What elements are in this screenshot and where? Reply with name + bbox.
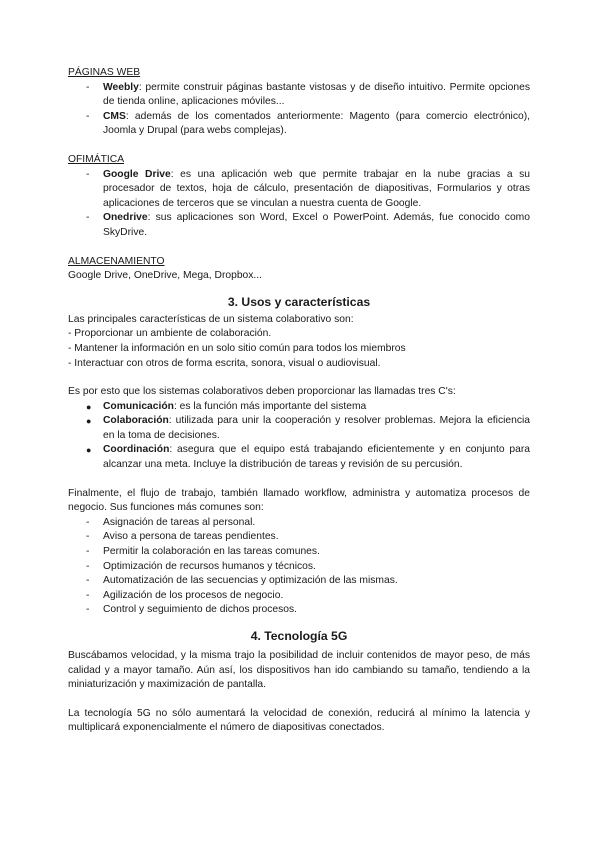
section-4-title: 4. Tecnología 5G <box>250 629 348 643</box>
ofimatica-list <box>68 168 530 241</box>
list-item <box>68 589 530 604</box>
section-4-paragraph-1: Buscábamos velocidad, y la misma trajo la posibilidad de incluir contenidos de mayor peso, de más calidad y a mayor tamaño. Aún así, los dispositivos han ido cambiando su tamaño, tendiendo a la miniaturización y maximización de pantalla. <box>68 650 530 691</box>
term-description: : asegura que el equipo está trabajando eficientemente y en conjunto para alcanzar una meta. Incluye la distribución de tareas y revisión de su percusión. <box>103 444 530 471</box>
list-item <box>68 110 530 139</box>
paginas-web-heading: PÁGINAS WEB <box>68 67 141 78</box>
paginas-web-list <box>68 81 530 139</box>
bullet-marker: ● <box>86 445 92 456</box>
dash-marker: - <box>86 516 90 528</box>
workflow-list <box>68 516 530 618</box>
dash-marker: - <box>86 531 90 543</box>
feature-line: - Proporcionar un ambiente de colaboración. <box>68 328 272 340</box>
feature-line: - Interactuar con otros de forma escrita, sonora, visual o audiovisual. <box>68 357 381 369</box>
three-cs-intro: Es por esto que los sistemas colaborativos deben proporcionar las llamadas tres C's: <box>68 386 456 398</box>
dash-marker: - <box>86 546 90 558</box>
dash-marker: - <box>86 168 90 180</box>
term-comunicacion: Comunicación <box>103 400 174 412</box>
workflow-item-text: Aviso a persona de tareas pendientes. <box>103 531 279 543</box>
workflow-item-text: Asignación de tareas al personal. <box>103 516 256 528</box>
term-coordinacion: Coordinación <box>103 444 170 456</box>
feature-line: - Mantener la información en un solo sitio común para todos los miembros <box>68 342 406 354</box>
term-cms: CMS <box>103 110 126 122</box>
list-item <box>68 81 530 110</box>
list-item <box>68 574 530 589</box>
list-item <box>68 603 530 618</box>
list-item <box>68 168 530 212</box>
term-description: : es una aplicación web que permite trabajar en la nube gracias a su procesador de textos, hoja de cálculo, presentación de diapositivas, Formularios y otras aplicaciones de terceros que se vinculan a nuestra cuenta de Google. <box>103 168 530 209</box>
term-description: : es la función más importante del sistema <box>173 400 367 412</box>
document-content <box>68 66 530 736</box>
section-3-intro: Las principales características de un sistema colaborativo son: <box>68 313 354 325</box>
section-4-paragraph-2: La tecnología 5G no sólo aumentará la velocidad de conexión, reducirá al mínimo la latencia y multiplicará exponencialmente el número de diapositivas conectados. <box>68 707 530 734</box>
term-google-drive: Google Drive <box>103 168 171 180</box>
dash-marker: - <box>86 212 90 224</box>
term-description: : además de los comentados anteriormente: Magento (para comercio electrónico), Joomla y Drupal (para webs complejas). <box>103 110 530 137</box>
workflow-item-text: Permitir la colaboración en las tareas comunes. <box>103 546 320 558</box>
list-item <box>68 516 530 531</box>
dash-marker: - <box>86 604 90 616</box>
list-item <box>68 560 530 575</box>
list-item <box>68 400 530 415</box>
term-description: : sus aplicaciones son Word, Excel o PowerPoint. Además, fue conocido como SkyDrive. <box>103 212 530 238</box>
dash-marker: - <box>86 110 90 122</box>
bullet-marker: ● <box>86 416 92 427</box>
workflow-item-text: Automatización de las secuencias y optimización de las mismas. <box>103 575 398 587</box>
almacenamiento-heading: ALMACENAMIENTO <box>68 255 165 267</box>
dash-marker: - <box>86 560 90 572</box>
term-description: : utilizada para unir la cooperación y resolver problemas. Mejora la eficiencia en la toma de decisiones. <box>103 415 530 441</box>
workflow-item-text: Agilización de los procesos de negocio. <box>103 589 284 601</box>
list-item <box>68 530 530 545</box>
dash-marker: - <box>86 81 90 93</box>
workflow-intro: Finalmente, el flujo de trabajo, también llamado workflow, administra y automatiza procesos de negocio. Sus funciones más comunes son: <box>68 487 530 514</box>
list-item <box>68 414 530 443</box>
workflow-item-text: Control y seguimiento de dichos procesos. <box>103 604 298 616</box>
list-item <box>68 545 530 560</box>
term-colaboracion: Colaboración <box>103 415 169 427</box>
dash-marker: - <box>86 589 90 601</box>
workflow-item-text: Optimización de recursos humanos y técnicos. <box>103 560 316 572</box>
list-item <box>68 211 530 240</box>
ofimatica-heading: OFIMÁTICA <box>68 153 125 165</box>
term-weebly: Weebly <box>103 81 139 93</box>
section-3-title: 3. Usos y características <box>227 294 371 309</box>
bullet-marker: ● <box>86 401 92 412</box>
list-item <box>68 443 530 472</box>
term-description: : permite construir páginas bastante vistosas y de diseño intuitivo. Permite opciones de tienda online, aplicaciones móviles... <box>103 81 530 108</box>
almacenamiento-text: Google Drive, OneDrive, Mega, Dropbox... <box>68 270 263 282</box>
dash-marker: - <box>86 575 90 587</box>
term-onedrive: Onedrive <box>103 212 148 224</box>
three-cs-list <box>68 400 530 473</box>
